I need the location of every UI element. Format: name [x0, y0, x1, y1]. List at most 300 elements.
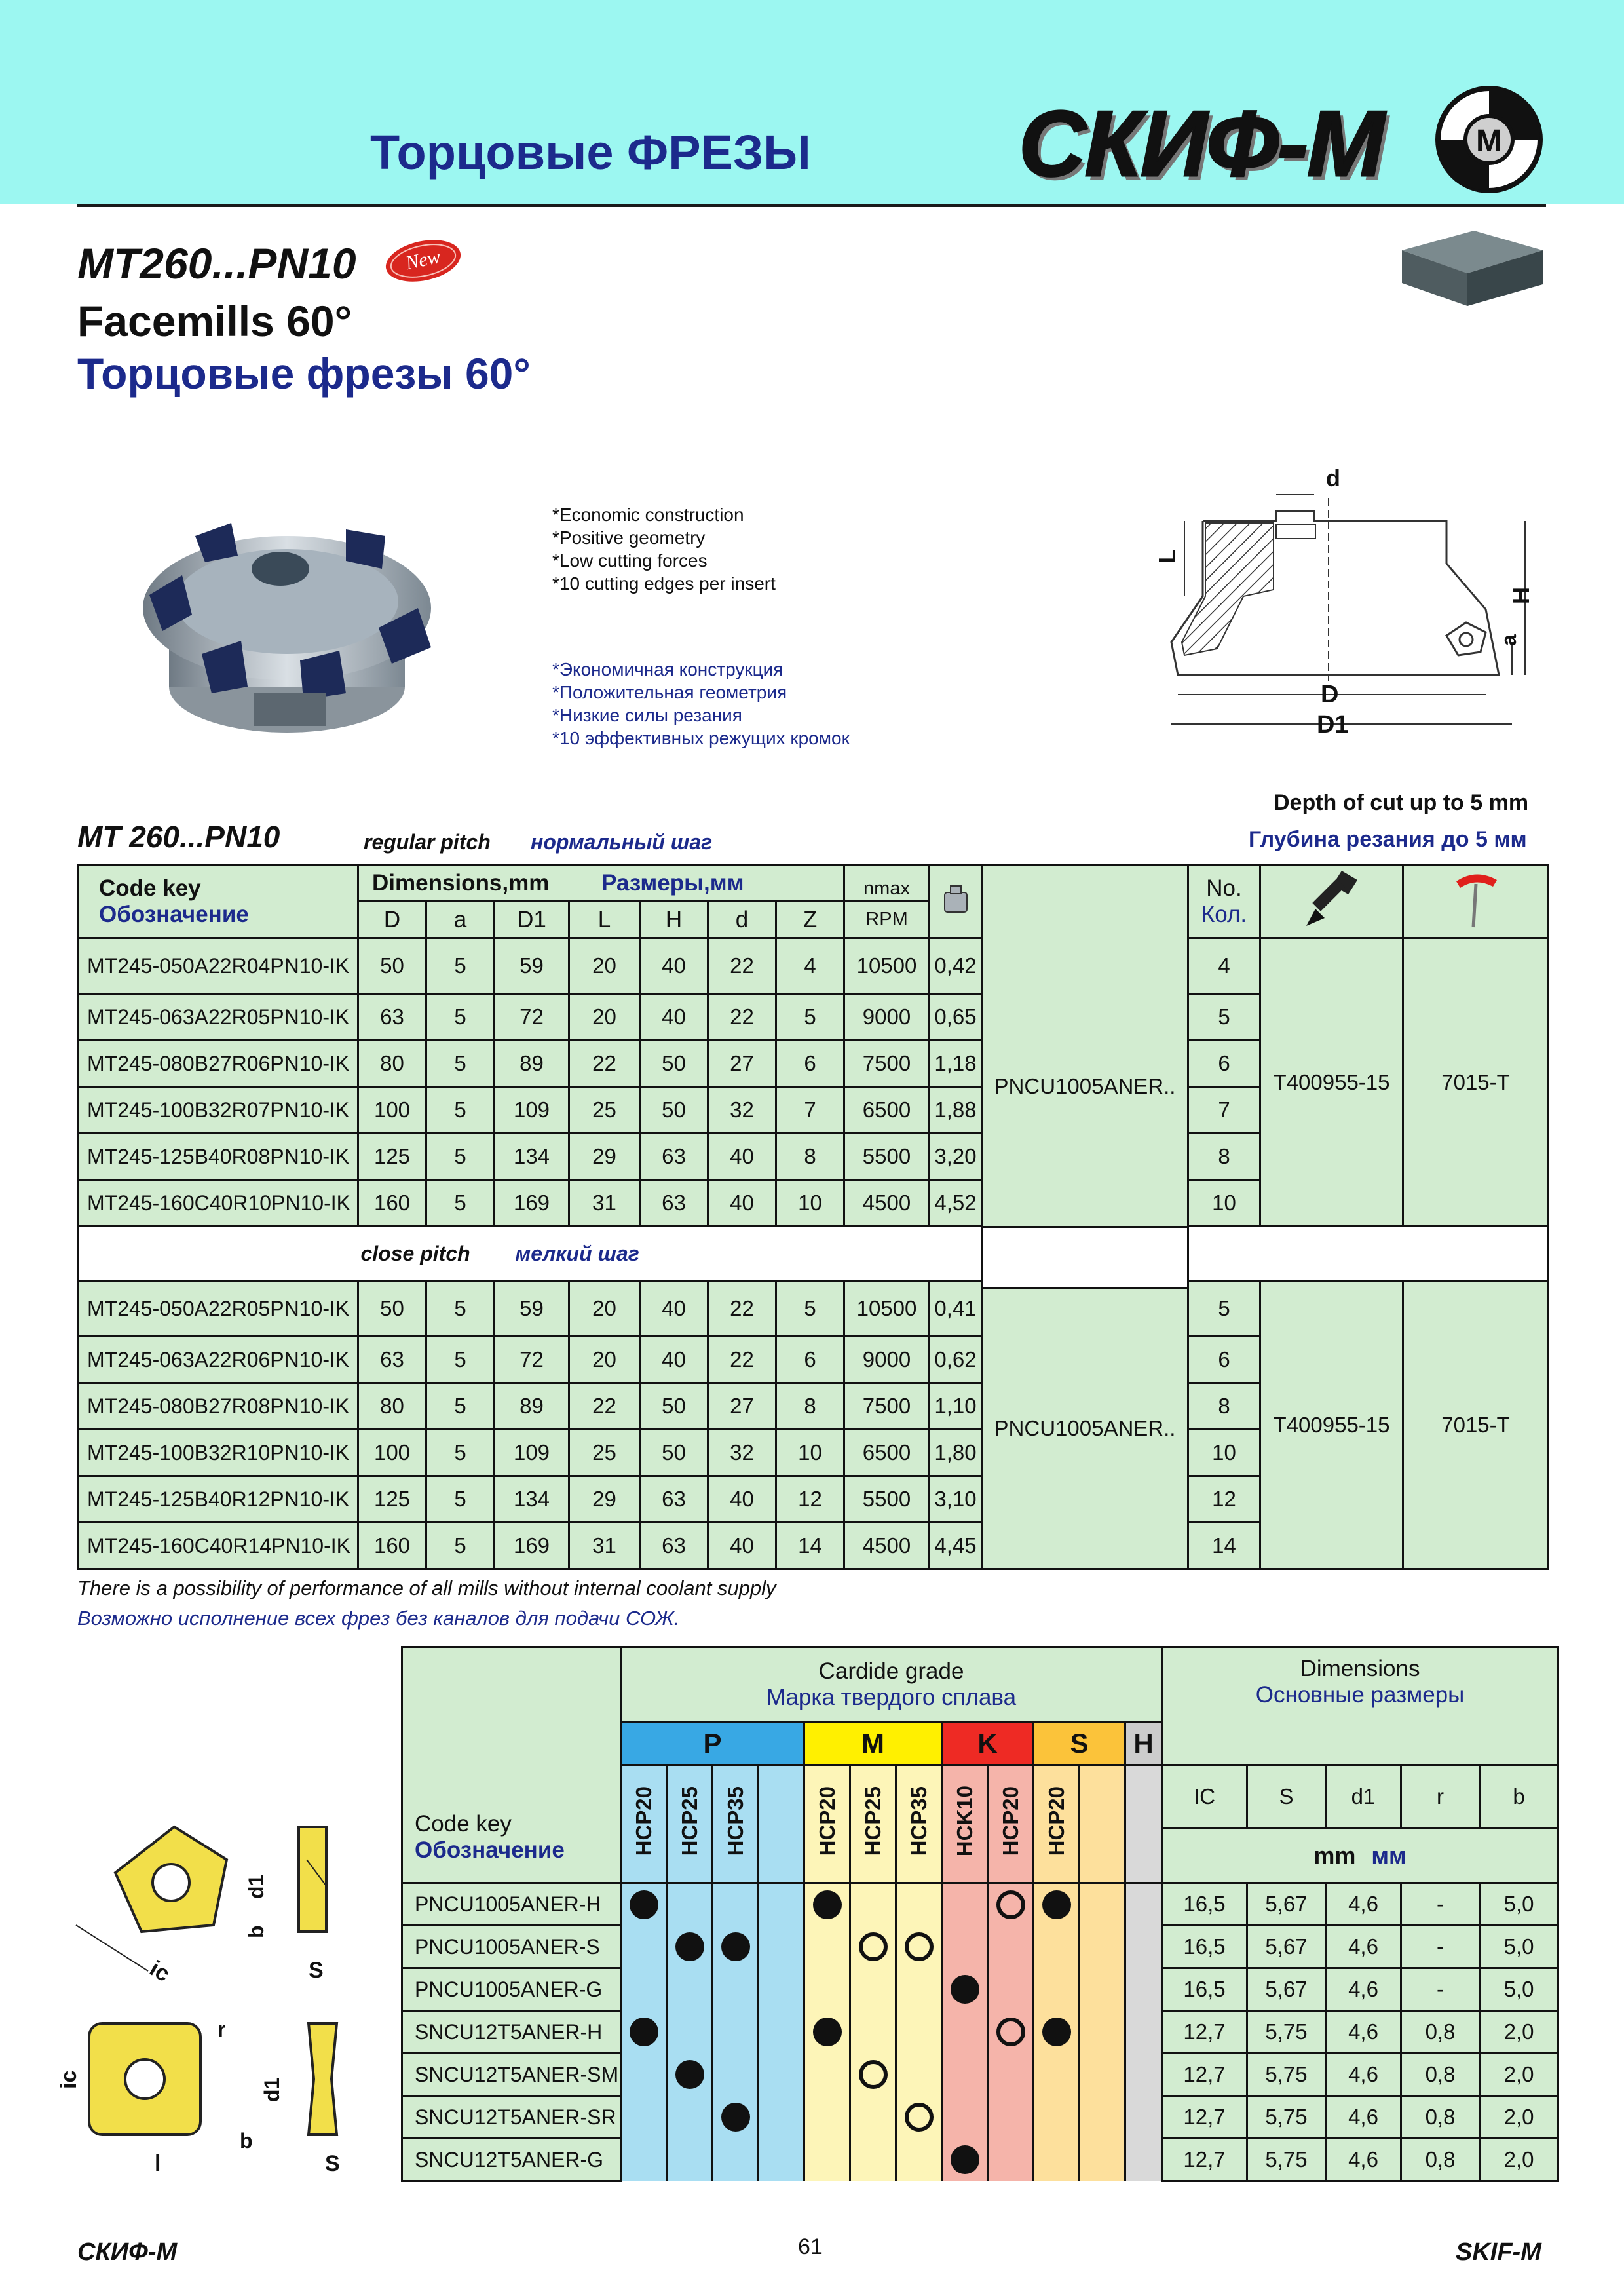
- dim-label-L: L: [1154, 549, 1180, 564]
- insert-code: SNCU12T5ANER-SR: [402, 2096, 621, 2139]
- inserts-dims-en: Dimensions: [1300, 1656, 1420, 1681]
- grade-cell: [1125, 2096, 1162, 2139]
- row-code: MT245-080B27R08PN10-IK: [79, 1383, 358, 1430]
- grade-cell: [942, 2011, 988, 2054]
- unit-row: [1162, 1828, 1558, 1883]
- insert-tile-icon: [1395, 224, 1546, 319]
- product-code-title: MT260...PN10: [77, 239, 356, 288]
- table-row: [79, 938, 1549, 994]
- grade-cell: [667, 2139, 713, 2181]
- inserts-dims-header: [1162, 1647, 1558, 1765]
- quantity-ru: Кол.: [1201, 901, 1247, 927]
- cell: 4500: [844, 1523, 930, 1569]
- grade-col: [942, 1765, 988, 1883]
- insert-dim-cell: 5,75: [1247, 2139, 1326, 2181]
- key-icon: [1403, 865, 1549, 938]
- insert-dim-cell: 5,75: [1247, 2054, 1326, 2096]
- cell: 10500: [844, 1281, 930, 1337]
- insert-dim-cell: 16,5: [1162, 1883, 1247, 1926]
- grade-col: [896, 1765, 942, 1883]
- insert-row: [402, 1926, 1558, 1968]
- col-L: L: [569, 902, 640, 938]
- grade-cell: [667, 1883, 713, 1926]
- grade-cell: [713, 1968, 759, 2011]
- grade-cell: [1034, 2054, 1080, 2096]
- feature-item: *Positive geometry: [552, 527, 706, 548]
- ins-label-l: l: [155, 2151, 161, 2176]
- cell: 12: [776, 1476, 844, 1523]
- cell: 5: [776, 994, 844, 1041]
- grade-cell: [713, 1883, 759, 1926]
- grade-cell: [1034, 2096, 1080, 2139]
- insert-dim-cell: 0,8: [1401, 2096, 1480, 2139]
- cell: 20: [569, 938, 640, 994]
- grade-cell: [896, 1883, 942, 1926]
- cell: 32: [708, 1430, 776, 1476]
- cell: 14: [1188, 1523, 1260, 1569]
- cell: 5: [426, 938, 495, 994]
- grade-col: [621, 1765, 667, 1883]
- grade-cell: [1125, 2139, 1162, 2181]
- insert-dim-cell: 0,8: [1401, 2139, 1480, 2181]
- col-d: d: [708, 902, 776, 938]
- facemill-table: [77, 864, 1549, 1570]
- grade-cell: [621, 1968, 667, 2011]
- unit-ru: мм: [1371, 1841, 1407, 1869]
- nmax-header: [844, 865, 930, 902]
- insert-dim-cell: 16,5: [1162, 1968, 1247, 2011]
- insert-code: PNCU1005ANER-S: [402, 1926, 621, 1968]
- grade-cell: [850, 2139, 896, 2181]
- insert-dim-cell: 12,7: [1162, 2011, 1247, 2054]
- filled-circle-icon: [951, 2145, 979, 2174]
- row-code: MT245-125B40R08PN10-IK: [79, 1134, 358, 1180]
- grade-cell: [667, 1926, 713, 1968]
- grade-cell: [1080, 2139, 1125, 2181]
- grade-cell: [621, 2139, 667, 2181]
- grade-cell: [942, 2096, 988, 2139]
- cell: 89: [495, 1041, 569, 1087]
- screw-code: T400955-15: [1260, 938, 1403, 1227]
- filled-circle-icon: [813, 2018, 842, 2046]
- row-code: MT245-160C40R14PN10-IK: [79, 1523, 358, 1569]
- cell: 3,10: [930, 1476, 982, 1523]
- col-D1: D1: [495, 902, 569, 938]
- grade-cell: [1125, 1926, 1162, 1968]
- key-code: 7015-T: [1403, 1281, 1549, 1569]
- code-key-en: Code key: [99, 875, 201, 901]
- grade-cell: [1080, 1883, 1125, 1926]
- series-title: MT 260...PN10: [77, 820, 280, 854]
- dim-label-H: H: [1507, 587, 1534, 604]
- cell: 63: [640, 1476, 708, 1523]
- cell: 50: [358, 1281, 426, 1337]
- insert-row: [402, 1968, 1558, 2011]
- grade-cell: [988, 2054, 1034, 2096]
- feature-item: *Low cutting forces: [552, 550, 708, 571]
- insert-code: PNCU1005ANER-G: [402, 1968, 621, 2011]
- facemill-section-drawing: [1145, 459, 1551, 750]
- filled-circle-icon: [1042, 2018, 1071, 2046]
- cell: 20: [569, 994, 640, 1041]
- insert-dim-cell: 0,8: [1401, 2011, 1480, 2054]
- grade-label: HCP35: [906, 1786, 931, 1856]
- grade-cell: [621, 1883, 667, 1926]
- facemill-photo: [104, 477, 470, 756]
- insert-row: [402, 1883, 1558, 1926]
- grade-cell: [850, 1926, 896, 1968]
- cell: 40: [640, 1281, 708, 1337]
- cell: 5: [426, 1523, 495, 1569]
- insert-dim-cell: 12,7: [1162, 2139, 1247, 2181]
- cell: 6500: [844, 1430, 930, 1476]
- cell: 134: [495, 1476, 569, 1523]
- feature-item: *Экономичная конструкция: [552, 659, 784, 679]
- inserts-dims-ru: Основные размеры: [1255, 1682, 1465, 1708]
- insert-dim-cell: 16,5: [1162, 1926, 1247, 1968]
- cell: 5: [426, 1281, 495, 1337]
- cell: 10: [776, 1180, 844, 1227]
- dim-col-b: b: [1480, 1765, 1558, 1828]
- cell: 14: [776, 1523, 844, 1569]
- cell: 125: [358, 1134, 426, 1180]
- ring-circle-icon: [905, 1932, 934, 1961]
- insert-code: PNCU1005ANER-H: [402, 1883, 621, 1926]
- feature-item: *10 эффективных режущих кромок: [552, 728, 850, 748]
- insert-dim-cell: 5,0: [1480, 1926, 1558, 1968]
- filled-circle-icon: [630, 1890, 658, 1919]
- feature-item: *Низкие силы резания: [552, 705, 742, 725]
- grade-label: HCP20: [814, 1786, 839, 1856]
- grade-cell: [804, 2011, 850, 2054]
- cell: 40: [640, 938, 708, 994]
- grade-cell: [759, 1926, 804, 1968]
- dim-label-d: d: [1326, 465, 1340, 491]
- insert-drawings: [56, 1814, 377, 2197]
- cell: 100: [358, 1430, 426, 1476]
- cell: 72: [495, 1337, 569, 1383]
- cell: 125: [358, 1476, 426, 1523]
- row-code: MT245-160C40R10PN10-IK: [79, 1180, 358, 1227]
- cell: 22: [708, 994, 776, 1041]
- filled-circle-icon: [813, 1890, 842, 1919]
- grade-cell: [1125, 1968, 1162, 2011]
- grade-label: HCP35: [723, 1786, 747, 1856]
- cell: 29: [569, 1134, 640, 1180]
- filled-circle-icon: [675, 2060, 704, 2089]
- grade-cell: [942, 2139, 988, 2181]
- insert-dim-cell: 4,6: [1326, 1883, 1401, 1926]
- cell: 1,80: [930, 1430, 982, 1476]
- insert-dim-cell: 2,0: [1480, 2096, 1558, 2139]
- grade-cell: [621, 1926, 667, 1968]
- grade-cell: [1080, 2096, 1125, 2139]
- grade-ru: Марка твердого сплава: [766, 1685, 1017, 1710]
- cell: 40: [708, 1523, 776, 1569]
- unit-en: mm: [1313, 1841, 1356, 1869]
- grade-cell: [850, 2096, 896, 2139]
- cell: 10: [776, 1430, 844, 1476]
- grade-col: [1034, 1765, 1080, 1883]
- cell: 4: [1188, 938, 1260, 994]
- insert-dim-cell: 2,0: [1480, 2054, 1558, 2096]
- close-pitch-separator: [79, 1227, 1549, 1281]
- coolant-note-en: There is a possibility of performance of all mills without internal coolant supply: [77, 1577, 776, 1599]
- cell: 80: [358, 1383, 426, 1430]
- cell: 109: [495, 1087, 569, 1134]
- cell: 169: [495, 1180, 569, 1227]
- ins-label-ic2: ic: [56, 2070, 81, 2089]
- cell: 27: [708, 1383, 776, 1430]
- grade-cell: [896, 2139, 942, 2181]
- cell: 1,88: [930, 1087, 982, 1134]
- grade-cell: [896, 1968, 942, 2011]
- grade-cell: [988, 1883, 1034, 1926]
- grade-cell: [804, 1883, 850, 1926]
- ring-circle-icon: [996, 2018, 1025, 2046]
- cell: 6: [1188, 1041, 1260, 1087]
- screw-code: T400955-15: [1260, 1281, 1403, 1569]
- company-logo-text: СКИФ-М: [1019, 92, 1384, 196]
- dimensions-ru: Размеры,мм: [601, 870, 744, 896]
- dim-col-S: S: [1247, 1765, 1326, 1828]
- regular-pitch-ru: нормальный шаг: [531, 830, 713, 854]
- grade-cell: [1125, 1883, 1162, 1926]
- grade-label: HCP25: [860, 1786, 885, 1856]
- insert-dim-cell: 5,75: [1247, 2096, 1326, 2139]
- features-ru: [552, 658, 850, 750]
- cell: 72: [495, 994, 569, 1041]
- cell: 63: [358, 1337, 426, 1383]
- cell: 9000: [844, 1337, 930, 1383]
- product-title-ru: Торцовые фрезы 60°: [77, 349, 531, 398]
- grade-cell: [942, 1883, 988, 1926]
- ring-circle-icon: [996, 1890, 1025, 1919]
- row-code: MT245-100B32R10PN10-IK: [79, 1430, 358, 1476]
- grade-cell: [759, 2096, 804, 2139]
- ins-label-b: b: [244, 1925, 268, 1938]
- grade-col-empty: [759, 1765, 804, 1883]
- grade-label: HCK10: [952, 1786, 977, 1857]
- grade-col-empty: [1080, 1765, 1125, 1883]
- grade-cell: [1034, 2139, 1080, 2181]
- insert-code: SNCU12T5ANER-H: [402, 2011, 621, 2054]
- cell: 134: [495, 1134, 569, 1180]
- cell: 20: [569, 1281, 640, 1337]
- grade-cell: [1034, 2011, 1080, 2054]
- new-badge-text: New: [404, 245, 443, 275]
- cell: 40: [640, 994, 708, 1041]
- cell: 5: [776, 1281, 844, 1337]
- insert-dim-cell: 2,0: [1480, 2139, 1558, 2181]
- cell: 63: [640, 1180, 708, 1227]
- grade-cell: [1080, 2011, 1125, 2054]
- logo-mark: M: [1476, 124, 1502, 159]
- grade-cell: [850, 2011, 896, 2054]
- grade-cell: [759, 2054, 804, 2096]
- grade-cell: [896, 2011, 942, 2054]
- inserts-code-ru: Обозначение: [415, 1837, 565, 1863]
- grade-cell: [713, 2054, 759, 2096]
- ins-label-S2: S: [325, 2151, 340, 2176]
- feature-item: *10 cutting edges per insert: [552, 573, 776, 594]
- col-a: a: [426, 902, 495, 938]
- insert-dim-cell: 4,6: [1326, 2011, 1401, 2054]
- cell: 8: [1188, 1383, 1260, 1430]
- grade-cell: [988, 2011, 1034, 2054]
- insert-dim-cell: 2,0: [1480, 2011, 1558, 2054]
- cell: 5: [1188, 994, 1260, 1041]
- quantity-en: No.: [1206, 875, 1242, 901]
- insert-dim-cell: 5,67: [1247, 1883, 1326, 1926]
- grade-cell: [804, 2096, 850, 2139]
- ring-circle-icon: [859, 1932, 888, 1961]
- dim-label-D: D: [1321, 681, 1339, 708]
- grade-cell: [988, 1968, 1034, 2011]
- cell: 22: [569, 1041, 640, 1087]
- cell: 8: [776, 1383, 844, 1430]
- cell: 10: [1188, 1180, 1260, 1227]
- cell: 12: [1188, 1476, 1260, 1523]
- header-rule: [77, 204, 1546, 207]
- grade-cell: [896, 2054, 942, 2096]
- ins-label-r: r: [217, 2018, 226, 2041]
- cell: 31: [569, 1523, 640, 1569]
- col-H: H: [640, 902, 708, 938]
- grade-cell: [667, 1968, 713, 2011]
- cell: 160: [358, 1523, 426, 1569]
- cell: 59: [495, 938, 569, 994]
- cell: 27: [708, 1041, 776, 1087]
- grade-cell: [1080, 2054, 1125, 2096]
- grade-cell: [621, 2011, 667, 2054]
- dim-label-D1: D1: [1317, 711, 1349, 738]
- row-code: MT245-063A22R05PN10-IK: [79, 994, 358, 1041]
- insert-row: [402, 2096, 1558, 2139]
- grade-col-empty: [1125, 1765, 1162, 1883]
- cell: 22: [708, 1281, 776, 1337]
- col-D: D: [358, 902, 426, 938]
- cell: 7: [1188, 1087, 1260, 1134]
- dim-col-d1: d1: [1326, 1765, 1401, 1828]
- inserts-table: [401, 1646, 1559, 2182]
- quantity-header: [1188, 865, 1260, 938]
- depth-of-cut-en: Depth of cut up to 5 mm: [1274, 790, 1529, 815]
- feature-item: *Economic construction: [552, 505, 744, 525]
- insert-dim-cell: 4,6: [1326, 2054, 1401, 2096]
- cell: 50: [640, 1383, 708, 1430]
- grade-col: [850, 1765, 896, 1883]
- cell: 5: [426, 1337, 495, 1383]
- grade-cell: [1034, 1926, 1080, 1968]
- cell: 31: [569, 1180, 640, 1227]
- grade-cell: [621, 2054, 667, 2096]
- cell: 40: [708, 1180, 776, 1227]
- grade-cell: [1034, 1883, 1080, 1926]
- grade-cell: [850, 1968, 896, 2011]
- cell: 4500: [844, 1180, 930, 1227]
- cell: 5: [426, 1476, 495, 1523]
- feature-item: *Положительная геометрия: [552, 682, 787, 702]
- cell: 5: [426, 1180, 495, 1227]
- cell: 50: [358, 938, 426, 994]
- grade-label: HCP20: [998, 1786, 1023, 1856]
- cell: 63: [358, 994, 426, 1041]
- insert-dim-cell: 5,67: [1247, 1926, 1326, 1968]
- filled-circle-icon: [721, 2103, 750, 2132]
- screw-icon: [1260, 865, 1403, 938]
- ins-label-ic: ic: [145, 1956, 174, 1987]
- cell: 0,42: [930, 938, 982, 994]
- grade-cell: [804, 2139, 850, 2181]
- insert-dim-cell: 5,0: [1480, 1968, 1558, 2011]
- insert-row: [402, 2011, 1558, 2054]
- cell: 59: [495, 1281, 569, 1337]
- code-key-ru: Обозначение: [99, 901, 249, 927]
- insert-code-close: PNCU1005ANER..: [983, 1288, 1187, 1569]
- key-code: 7015-T: [1403, 938, 1549, 1227]
- grade-cell: [759, 2011, 804, 2054]
- row-code: MT245-050A22R04PN10-IK: [79, 938, 358, 994]
- cell: 0,41: [930, 1281, 982, 1337]
- col-rpm: RPM: [844, 902, 930, 938]
- filled-circle-icon: [1042, 1890, 1071, 1919]
- cell: 0,62: [930, 1337, 982, 1383]
- insert-code: SNCU12T5ANER-SM: [402, 2054, 621, 2096]
- dimensions-en: Dimensions,mm: [372, 870, 550, 896]
- cell: 63: [640, 1134, 708, 1180]
- cell: 40: [708, 1476, 776, 1523]
- group-S: S: [1034, 1723, 1125, 1765]
- filled-circle-icon: [630, 2018, 658, 2046]
- cell: 50: [640, 1087, 708, 1134]
- dim-col-r: r: [1401, 1765, 1480, 1828]
- insert-dim-cell: -: [1401, 1883, 1480, 1926]
- grade-col: [804, 1765, 850, 1883]
- insert-dim-cell: 0,8: [1401, 2054, 1480, 2096]
- insert-code-regular: PNCU1005ANER..: [983, 947, 1187, 1227]
- cell: 1,10: [930, 1383, 982, 1430]
- cell: 25: [569, 1430, 640, 1476]
- grade-cell: [896, 2096, 942, 2139]
- cell: 5: [426, 1430, 495, 1476]
- insert-dim-cell: 5,67: [1247, 1968, 1326, 2011]
- filled-circle-icon: [675, 1932, 704, 1961]
- cell: 5: [426, 1134, 495, 1180]
- cell: 1,18: [930, 1041, 982, 1087]
- filled-circle-icon: [721, 1932, 750, 1961]
- cell: 32: [708, 1087, 776, 1134]
- cell: 80: [358, 1041, 426, 1087]
- close-pitch-en: close pitch: [360, 1241, 470, 1265]
- insert-dim-cell: -: [1401, 1968, 1480, 2011]
- cell: 5: [426, 1383, 495, 1430]
- grade-cell: [667, 2011, 713, 2054]
- table-row: [79, 1281, 1549, 1337]
- ins-label-d1: d1: [244, 1874, 268, 1899]
- grade-cell: [1125, 2054, 1162, 2096]
- insert-dim-cell: 4,6: [1326, 2139, 1401, 2181]
- grade-cell: [713, 1926, 759, 1968]
- cell: 169: [495, 1523, 569, 1569]
- cell: 6: [776, 1337, 844, 1383]
- insert-dim-cell: 5,75: [1247, 2011, 1326, 2054]
- insert-code: SNCU12T5ANER-G: [402, 2139, 621, 2181]
- ring-circle-icon: [859, 2060, 888, 2089]
- grade-label: HCP20: [1044, 1786, 1068, 1856]
- grade-cell: [988, 1926, 1034, 1968]
- grade-cell: [896, 1926, 942, 1968]
